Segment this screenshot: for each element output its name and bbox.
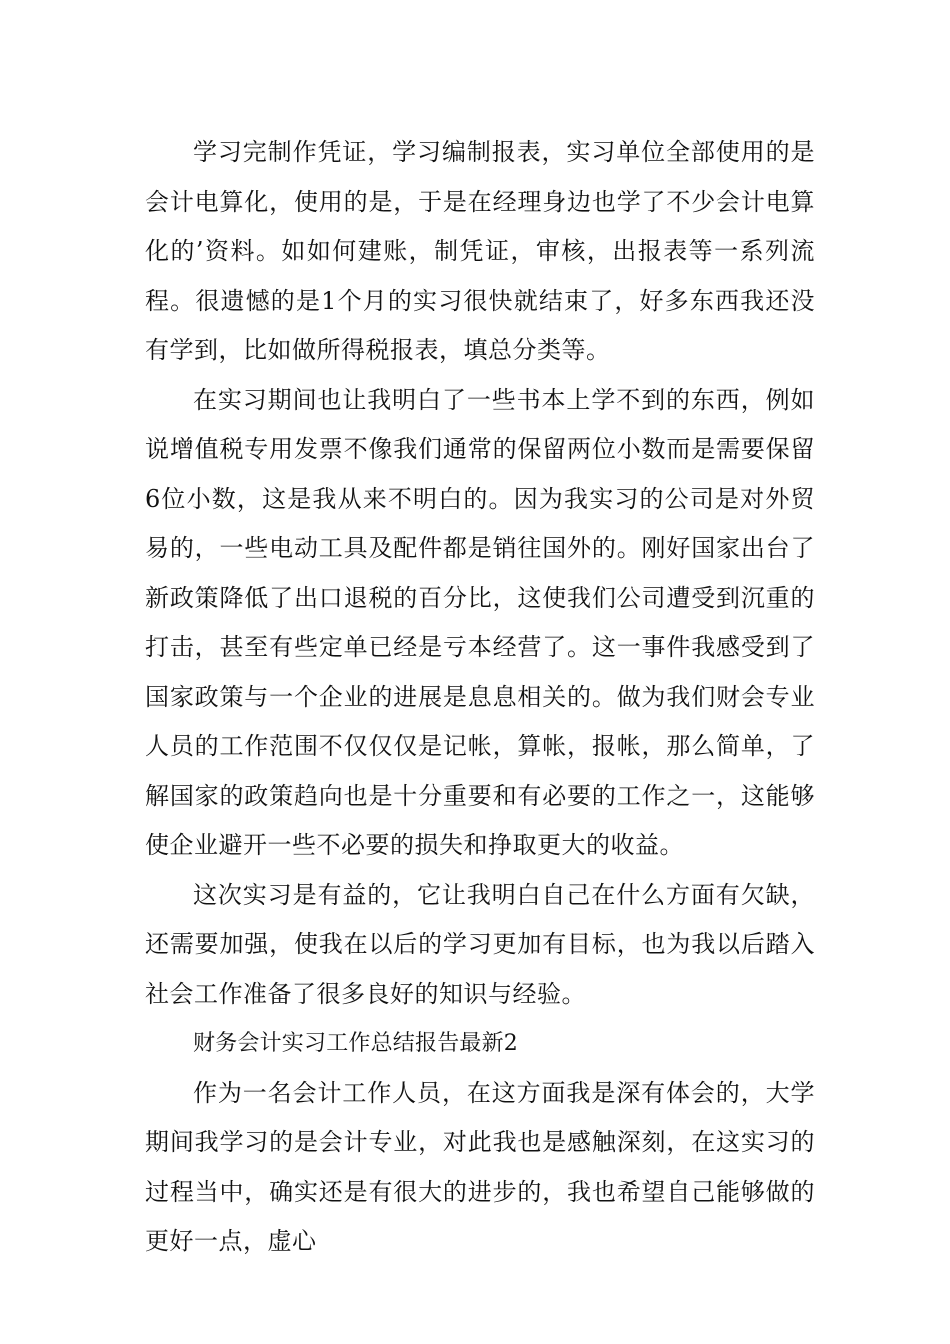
paragraph-3: 这次实习是有益的，它让我明白自己在什么方面有欠缺，还需要加强，使我在以后的学习更加有目标，也为我以后踏入社会工作准备了很多良好的知识与经验。 (145, 880, 815, 1008)
document-body (145, 128, 815, 1267)
paragraph-4: 作为一名会计工作人员，在这方面我是深有体会的，大学期间我学习的是会计专业，对此我也是感触深刻，在这实习的过程当中，确实还是有很大的进步的，我也希望自己能够做的更好一点，虚心 (145, 1078, 815, 1255)
paragraph-1: 学习完制作凭证，学习编制报表，实习单位全部使用的是会计电算化，使用的是，于是在经理身边也学了不少会计电算化的’资料。如如何建账，制凭证，审核，出报表等一系列流程。很遗憾的是1个月的实习很快就结束了，好多东西我还没有学到，比如做所得税报表，填总分类等。 (145, 138, 815, 364)
paragraph-2: 在实习期间也让我明白了一些书本上学不到的东西，例如说增值税专用发票不像我们通常的保留两位小数而是需要保留6位小数，这是我从来不明白的。因为我实习的公司是对外贸易的，一些电动工具及配件都是销往国外的。刚好国家出台了新政策降低了出口退税的百分比，这使我们公司遭受到沉重的打击，甚至有些定单已经是亏本经营了。这一事件我感受到了国家政策与一个企业的进展是息息相关的。做为我们财会专业人员的工作范围不仅仅仅是记帐，算帐，报帐，那么简单，了解国家的政策趋向也是十分重要和有必要的工作之一，这能够使企业避开一些不必要的损失和挣取更大的收益。 (145, 385, 815, 859)
section-heading: 财务会计实习工作总结报告最新2 (193, 1031, 518, 1056)
